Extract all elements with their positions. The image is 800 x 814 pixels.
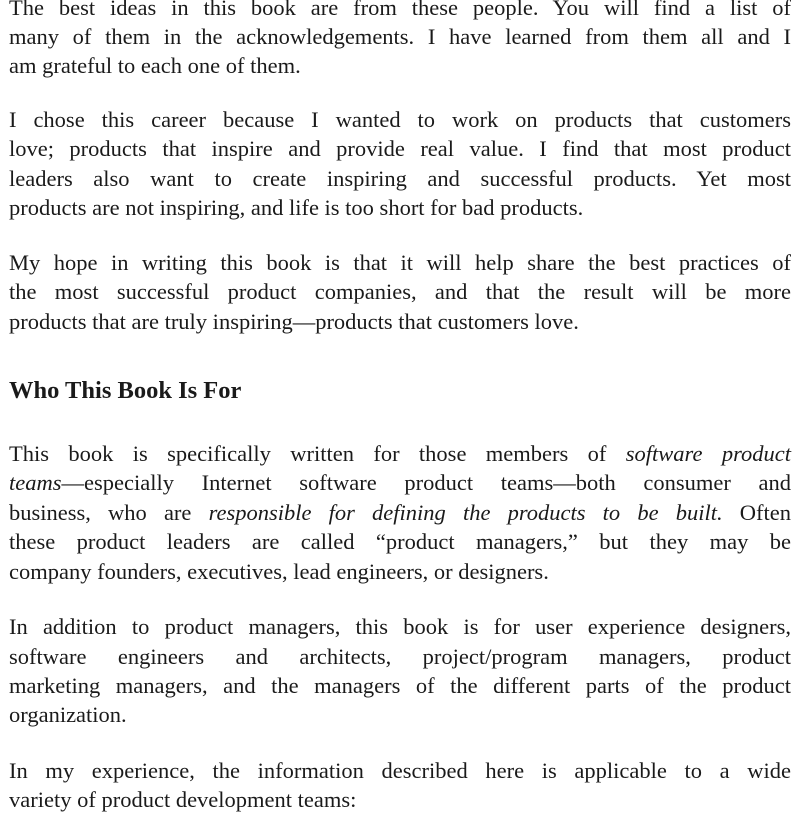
emphasis-text: responsible for defining the products to be built.	[208, 500, 723, 525]
text-line: I chose this career because I wanted to work on products that customers	[9, 107, 791, 132]
text-line: products are not inspiring, and life is too short for bad products.	[9, 195, 584, 220]
text-span: company founders, executives, lead engineers, or designers.	[9, 559, 549, 584]
text-line: many of them in the acknowledgements. I have learned from them all and I	[9, 24, 791, 49]
text-line: variety of product development teams:	[9, 787, 357, 812]
text-span: Often	[722, 500, 791, 525]
text-line	[9, 498, 791, 527]
text-line: am grateful to each one of them.	[9, 53, 301, 78]
text-line: leaders also want to create inspiring and successful products. Yet most	[9, 166, 791, 191]
emphasis-text: teams	[9, 470, 62, 495]
text-span: —especially Internet software product teams—both consumer and	[61, 470, 791, 495]
text-line: love; products that inspire and provide real value. I find that most product	[9, 136, 791, 161]
text-line: marketing managers, and the managers of the different parts of the product	[9, 673, 791, 698]
text-span: business, who are	[9, 500, 209, 525]
text-line: The best ideas in this book are from these people. You will find a list of	[9, 0, 791, 20]
text-line: organization.	[9, 702, 127, 727]
text-span: these product leaders are called “product managers,” but they may be	[9, 529, 791, 554]
text-line: In addition to product managers, this book is for user experience designers,	[9, 614, 791, 639]
section-heading: Who This Book Is For	[9, 377, 242, 404]
emphasis-text: software product	[625, 441, 791, 466]
text-line: In my experience, the information described here is applicable to a wide	[9, 758, 791, 783]
text-line: software engineers and architects, project/program managers, product	[9, 644, 791, 669]
text-line	[9, 557, 791, 586]
text-line: My hope in writing this book is that it will help share the best practices of	[9, 250, 791, 275]
text-line	[9, 527, 791, 556]
text-line: the most successful product companies, and that the result will be more	[9, 279, 791, 304]
text-line: products that are truly inspiring—products that customers love.	[9, 309, 579, 334]
text-span: This book is specifically written for those members of	[9, 441, 626, 466]
text-line	[9, 439, 791, 468]
text-line	[9, 468, 791, 497]
